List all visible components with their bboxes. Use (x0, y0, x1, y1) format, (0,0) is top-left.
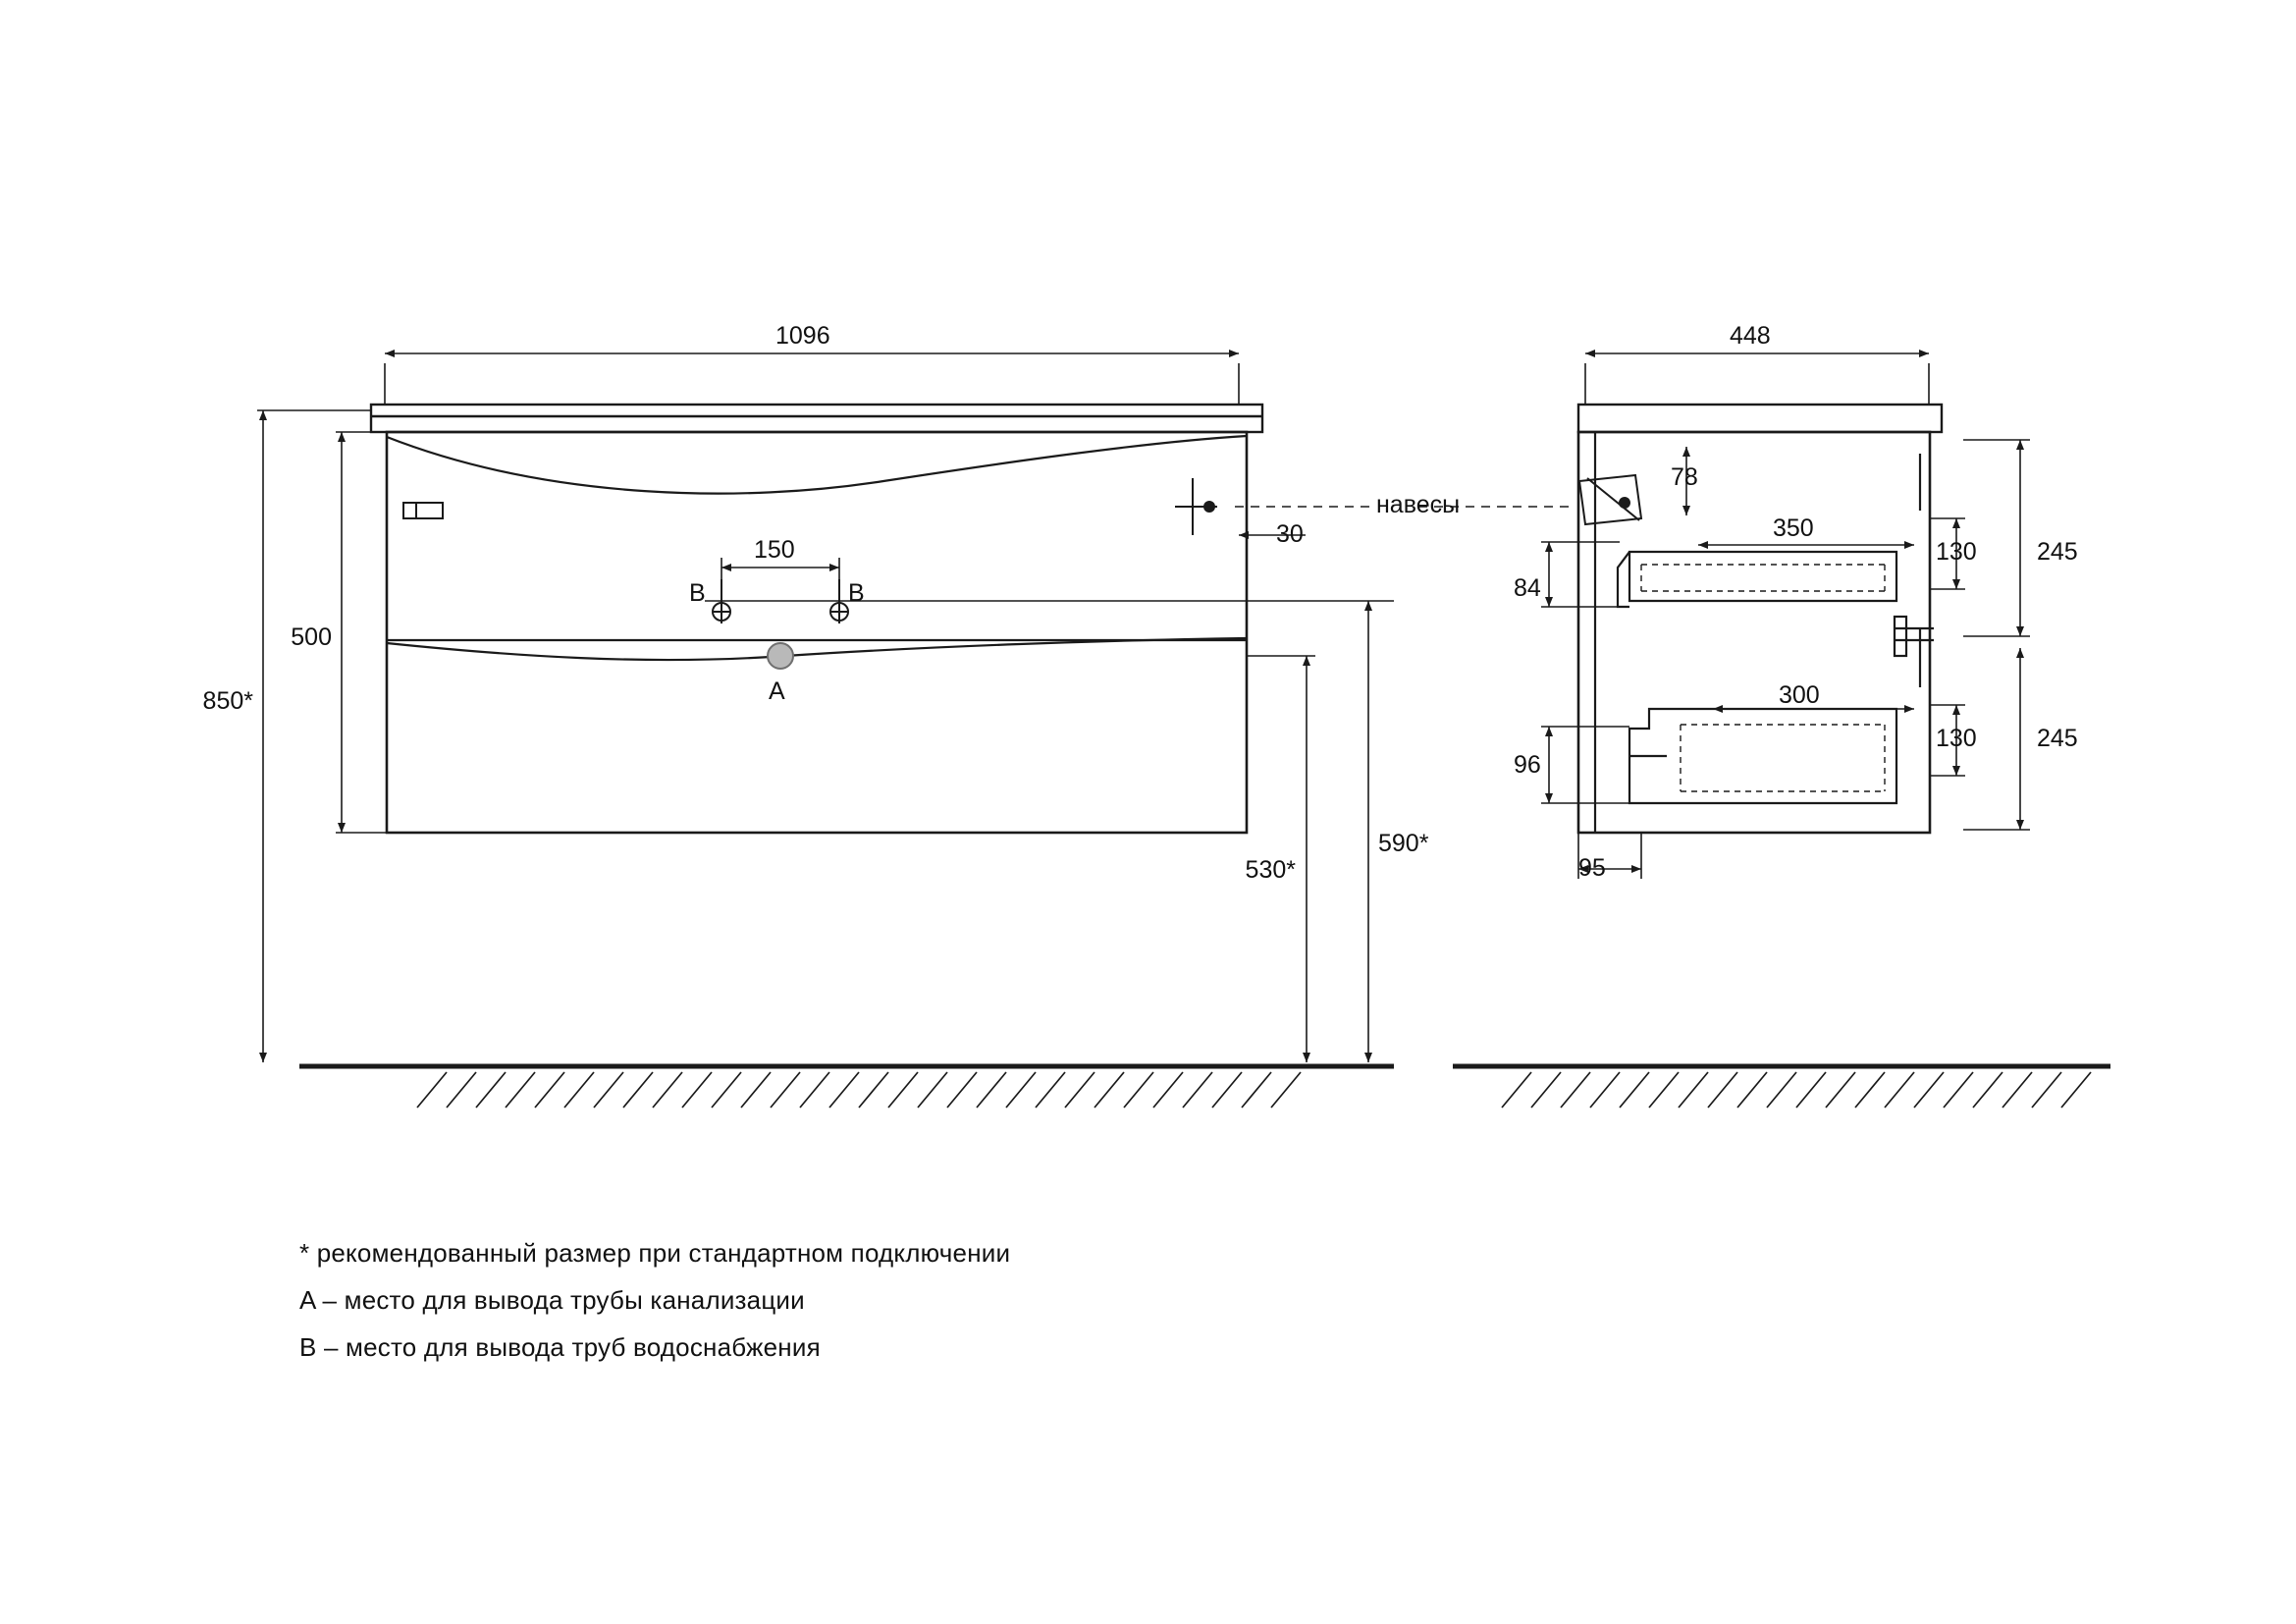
marker-label-b-right: B (848, 579, 865, 607)
dim-label-130-lower: 130 (1936, 725, 1977, 752)
dim-label-850: 850* (202, 687, 253, 715)
dim-label-350: 350 (1773, 514, 1814, 542)
marker-label-b-left: B (689, 579, 706, 607)
dim-label-245-lower: 245 (2037, 725, 2078, 752)
dim-label-130-upper: 130 (1936, 538, 1977, 566)
dim-label-500: 500 (291, 623, 332, 651)
dim-label-245-upper: 245 (2037, 538, 2078, 566)
dim-label-95: 95 (1578, 854, 1606, 882)
note-line-1: * рекомендованный размер при стандартном подключении (299, 1238, 1011, 1268)
dim-label-150: 150 (754, 536, 795, 564)
dim-label-30: 30 (1276, 520, 1304, 548)
dim-label-448: 448 (1730, 322, 1771, 350)
dim-label-590: 590* (1378, 830, 1429, 857)
dim-label-530: 530* (1245, 856, 1296, 884)
marker-label-a: A (769, 677, 785, 705)
note-line-2: A – место для вывода трубы канализации (299, 1285, 805, 1315)
label-hangers: навесы (1376, 491, 1461, 518)
legend-notes (299, 1229, 1477, 1371)
note-line-3: B – место для вывода труб водоснабжения (299, 1332, 821, 1362)
dim-label-78: 78 (1671, 463, 1698, 491)
dim-label-84: 84 (1514, 574, 1541, 602)
dim-label-300: 300 (1779, 681, 1820, 709)
dim-label-96: 96 (1514, 751, 1541, 779)
dim-label-1096: 1096 (775, 322, 830, 350)
